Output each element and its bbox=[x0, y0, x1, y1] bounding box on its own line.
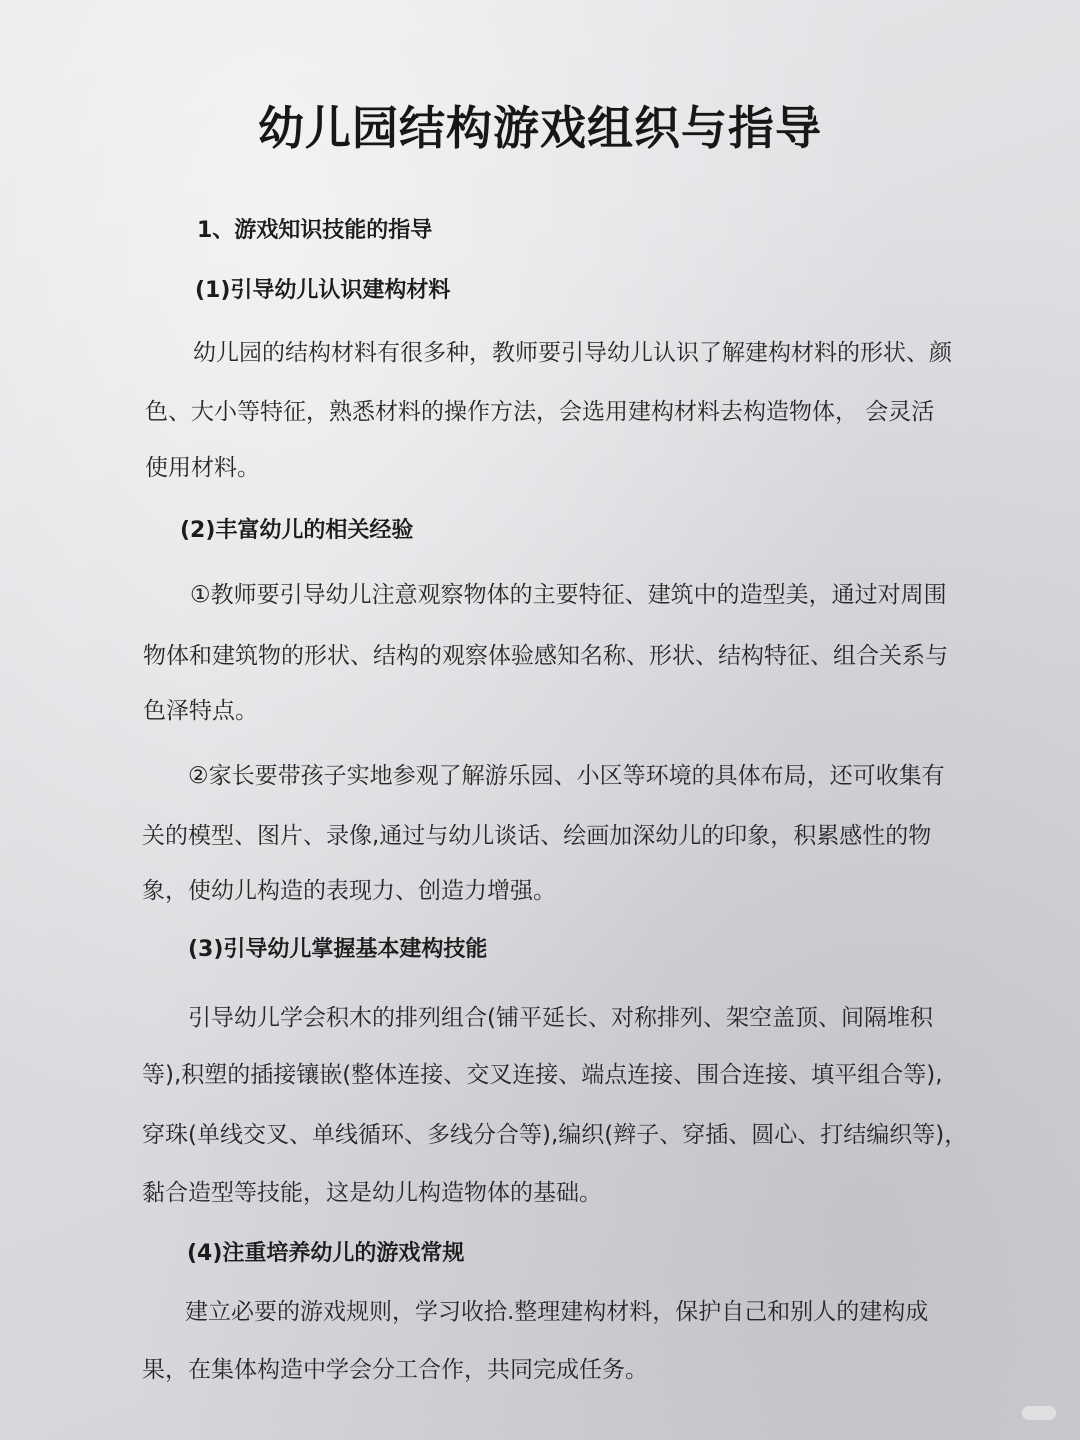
paragraph-line: 建立必要的游戏规则，学习收拾.整理建构材料，保护自己和别人的建构成 bbox=[185, 1299, 929, 1325]
subsection-heading-3: (3)引导幼儿掌握基本建构技能 bbox=[188, 937, 488, 962]
subsection-heading-1: (1)引导幼儿认识建构材料 bbox=[195, 278, 451, 303]
paragraph-line: 象，使幼儿构造的表现力、创造力增强。 bbox=[142, 878, 556, 904]
paragraph-line: 使用材料。 bbox=[145, 455, 260, 481]
paragraph-line: 色、大小等特征，熟悉材料的操作方法，会选用建构材料去构造物体， 会灵活 bbox=[145, 399, 935, 425]
corner-mark bbox=[1022, 1406, 1056, 1420]
document-title: 幼儿园结构游戏组织与指导 bbox=[258, 101, 822, 155]
paragraph-line: 关的模型、图片、录像,通过与幼儿谈话、绘画加深幼儿的印象，积累感性的物 bbox=[142, 823, 932, 849]
subsection-heading-2: (2)丰富幼儿的相关经验 bbox=[180, 518, 414, 543]
paragraph-line: 物体和建筑物的形状、结构的观察体验感知名称、形状、结构特征、组合关系与 bbox=[143, 643, 948, 669]
subsection-heading-4: (4)注重培养幼儿的游戏常规 bbox=[187, 1241, 465, 1266]
paragraph-line: ①教师要引导幼儿注意观察物体的主要特征、建筑中的造型美，通过对周围 bbox=[190, 582, 947, 608]
paragraph-line: 果，在集体构造中学会分工合作，共同完成任务。 bbox=[142, 1357, 648, 1383]
section-heading-1: 1、游戏知识技能的指导 bbox=[197, 218, 433, 243]
paragraph-line: 黏合造型等技能，这是幼儿构造物体的基础。 bbox=[142, 1180, 602, 1206]
paragraph-line: 色泽特点。 bbox=[143, 698, 258, 724]
paragraph-line: 等),积塑的插接镶嵌(整体连接、交叉连接、端点连接、围合连接、填平组合等), bbox=[142, 1062, 943, 1088]
paragraph-line: 引导幼儿学会积木的排列组合(铺平延长、对称排列、架空盖顶、间隔堆积 bbox=[188, 1005, 933, 1031]
paragraph-line: 穿珠(单线交叉、单线循环、多线分合等),编织(辫子、穿插、圆心、打结编织等)， bbox=[142, 1122, 968, 1148]
paragraph-line: 幼儿园的结构材料有很多种，教师要引导幼儿认识了解建构材料的形状、颜 bbox=[193, 340, 952, 366]
paragraph-line: ②家长要带孩子实地参观了解游乐园、小区等环境的具体布局，还可收集有 bbox=[188, 763, 945, 789]
